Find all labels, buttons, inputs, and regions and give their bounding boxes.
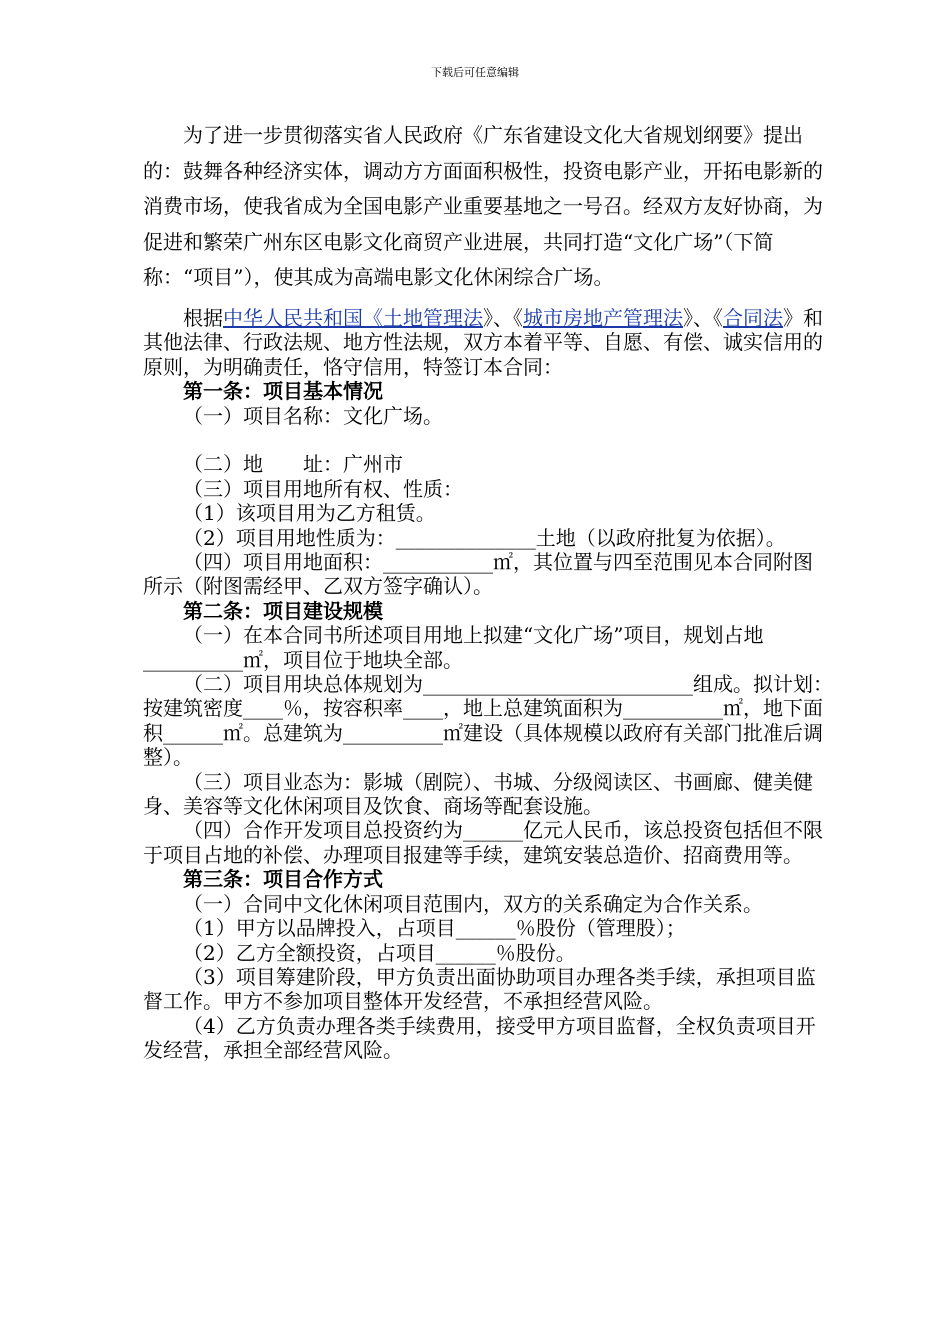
basis-text-1: 根据 — [183, 305, 223, 330]
basis-text-3: 》、《 — [683, 305, 723, 330]
legal-basis-paragraph — [143, 306, 823, 379]
article-2-item: （一）在本合同书所述项目用地上拟建“文化广场”项目，规划占地__________㎡，项目位于地块全部。 — [143, 623, 764, 672]
intro-section — [143, 118, 823, 296]
intro-paragraph: 为了进一步贯彻落实省人民政府《广东省建设文化大省规划纲要》提出的：鼓舞各种经济实体，调动方方面面积极性，投资电影产业，开拓电影新的消费市场，使我省成为全国电影产业重要基地之一号召。经双方友好协商，为促进和繁荣广州东区电影文化商贸产业进展，共同打造“文化广场”（下简称：“项目”），使其成为高端电影文化休闲综合广场。 — [143, 123, 823, 290]
article-3-item: （3）项目筹建阶段，甲方负责出面协助项目办理各类手续，承担项目监督工作。甲方不参加项目整体开发经营，不承担经营风险。 — [143, 964, 816, 1014]
article-3-item: （一）合同中文化休闲项目范围内，双方的关系确定为合作关系。 — [183, 891, 763, 916]
article-2-item: （四）合作开发项目总投资约为______亿元人民币，该总投资包括但不限于项目占地的补偿、办理项目报建等手续，建筑安装总造价、招商费用等。 — [143, 818, 823, 867]
article-1-item: （四）项目用地面积：___________㎡，其位置与四至范围见本合同附图所示（附图需经甲、乙双方签字确认）。 — [143, 550, 813, 599]
article-3-title: 第三条：项目合作方式 — [183, 867, 383, 892]
article-1-title: 第一条：项目基本情况 — [183, 379, 383, 404]
article-3-item: （1）甲方以品牌投入，占项目______％股份（管理股）； — [183, 916, 686, 941]
urban-real-estate-law-link[interactable]: 城市房地产管理法 — [523, 305, 683, 330]
article-2-title: 第二条：项目建设规模 — [183, 598, 383, 623]
article-1-item: （1）该项目用为乙方租赁。 — [183, 501, 436, 526]
basis-text-4: 》和其他法律、行政法规、地方性法规，双方本着平等、自愿、有偿、诚实信用的原则，为明确责任，恪守信用，特签订本合同： — [143, 305, 823, 379]
land-management-law-link[interactable]: 中华人民共和国《土地管理法 — [223, 305, 483, 330]
contract-body — [143, 118, 833, 1063]
article-1-item: （三）项目用地所有权、性质： — [183, 476, 463, 501]
article-3-item: （4）乙方负责办理各类手续费用，接受甲方项目监督，全权负责项目开发经营，承担全部经营风险。 — [143, 1013, 816, 1063]
article-3-item: （2）乙方全额投资，占项目______％股份。 — [183, 940, 576, 965]
contract-law-link[interactable]: 合同法 — [723, 305, 783, 330]
contract-terms — [143, 305, 833, 1063]
page-header-note: 下载后可任意编辑 — [431, 66, 519, 79]
article-1-item: （二）地 址：广州市 — [183, 452, 403, 477]
basis-text-2: 》、《 — [483, 305, 523, 330]
article-1-item: （一）项目名称：文化广场。 — [183, 403, 443, 428]
article-2-item: （三）项目业态为：影城（剧院）、书城、分级阅读区、书画廊、健美健身、美容等文化休闲项目及饮食、商场等配套设施。 — [143, 769, 813, 819]
article-2-item: （二）项目用块总体规划为___________________________组成。拟计划：按建筑密度____％，按容积率____，地上总建筑面积为__________㎡，地下面积______㎡。总建筑为__________㎡建设（具体规模以政府有关部门批准后调整）。 — [143, 672, 833, 770]
article-1-item: （2）项目用地性质为：______________土地（以政府批复为依据）。 — [183, 525, 786, 550]
